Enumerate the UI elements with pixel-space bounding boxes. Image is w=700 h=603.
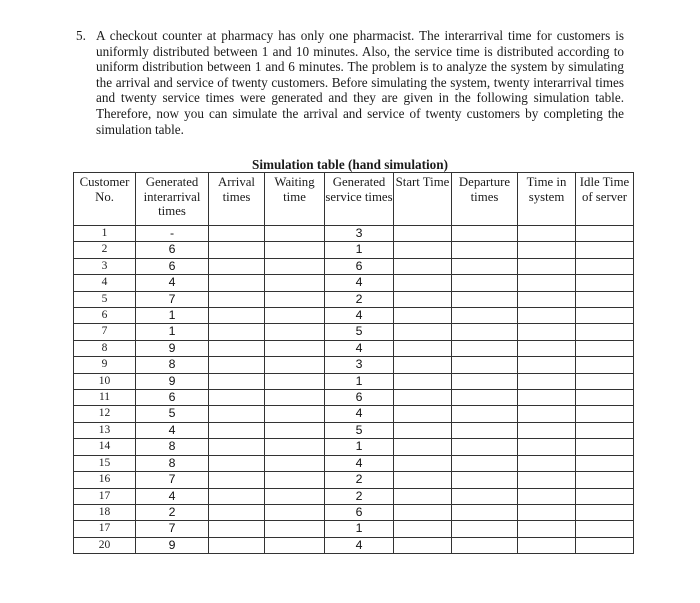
time-in-system-cell[interactable] bbox=[518, 537, 576, 553]
interarrival-time-cell: - bbox=[136, 226, 209, 242]
service-time-cell: 4 bbox=[325, 537, 394, 553]
header-generated-interarrival: Generated interarrival times bbox=[136, 173, 209, 226]
arrival-time-cell[interactable] bbox=[209, 472, 265, 488]
service-time-cell: 4 bbox=[325, 275, 394, 291]
customer-number-cell: 17 bbox=[74, 521, 136, 537]
customer-number-cell: 13 bbox=[74, 422, 136, 438]
waiting-time-cell[interactable] bbox=[265, 226, 325, 242]
service-time-cell: 4 bbox=[325, 455, 394, 471]
arrival-time-cell[interactable] bbox=[209, 308, 265, 324]
time-in-system-cell[interactable] bbox=[518, 258, 576, 274]
service-time-cell: 2 bbox=[325, 488, 394, 504]
table-row bbox=[74, 357, 634, 373]
table-row bbox=[74, 504, 634, 520]
customer-number-cell: 9 bbox=[74, 357, 136, 373]
departure-time-cell[interactable] bbox=[452, 504, 518, 520]
service-time-cell: 6 bbox=[325, 258, 394, 274]
service-time-cell: 5 bbox=[325, 324, 394, 340]
header-customer-no: Customer No. bbox=[74, 173, 136, 226]
table-row bbox=[74, 390, 634, 406]
arrival-time-cell[interactable] bbox=[209, 521, 265, 537]
idle-time-cell[interactable] bbox=[576, 324, 634, 340]
table-row bbox=[74, 406, 634, 422]
arrival-time-cell[interactable] bbox=[209, 275, 265, 291]
service-time-cell: 3 bbox=[325, 226, 394, 242]
departure-time-cell[interactable] bbox=[452, 340, 518, 356]
header-time-in-system: Time in system bbox=[518, 173, 576, 226]
service-time-cell: 4 bbox=[325, 406, 394, 422]
start-time-cell[interactable] bbox=[394, 291, 452, 307]
waiting-time-cell[interactable] bbox=[265, 472, 325, 488]
waiting-time-cell[interactable] bbox=[265, 291, 325, 307]
time-in-system-cell[interactable] bbox=[518, 242, 576, 258]
customer-number-cell: 1 bbox=[74, 226, 136, 242]
header-departure-times: Departure times bbox=[452, 173, 518, 226]
problem-number: 5. bbox=[76, 28, 86, 43]
problem-text: A checkout counter at pharmacy has only one pharmacist. The interarrival time for customers is uniformly distributed between 1 and 10 minutes. Also, the service time is distributed according to uniform distribution between 1 and 6 minutes. The problem is to analyze the system by simulating the arrival and service of twenty customers. Before simulating the system, twenty interarrival times and twenty service times were generated and they are given in the following simulation table. Therefore, now you can simulate the arrival and service of twenty customers by completing the simulation table. bbox=[96, 28, 624, 137]
customer-number-cell: 15 bbox=[74, 455, 136, 471]
arrival-time-cell[interactable] bbox=[209, 439, 265, 455]
start-time-cell[interactable] bbox=[394, 406, 452, 422]
departure-time-cell[interactable] bbox=[452, 422, 518, 438]
interarrival-time-cell: 7 bbox=[136, 521, 209, 537]
idle-time-cell[interactable] bbox=[576, 308, 634, 324]
service-time-cell: 4 bbox=[325, 308, 394, 324]
start-time-cell[interactable] bbox=[394, 422, 452, 438]
waiting-time-cell[interactable] bbox=[265, 537, 325, 553]
table-row bbox=[74, 521, 634, 537]
departure-time-cell[interactable] bbox=[452, 242, 518, 258]
service-time-cell: 2 bbox=[325, 291, 394, 307]
time-in-system-cell[interactable] bbox=[518, 422, 576, 438]
arrival-time-cell[interactable] bbox=[209, 422, 265, 438]
customer-number-cell: 10 bbox=[74, 373, 136, 389]
table-row bbox=[74, 291, 634, 307]
arrival-time-cell[interactable] bbox=[209, 340, 265, 356]
service-time-cell: 2 bbox=[325, 472, 394, 488]
table-row bbox=[74, 488, 634, 504]
service-time-cell: 1 bbox=[325, 521, 394, 537]
waiting-time-cell[interactable] bbox=[265, 390, 325, 406]
customer-number-cell: 4 bbox=[74, 275, 136, 291]
table-row bbox=[74, 324, 634, 340]
interarrival-time-cell: 7 bbox=[136, 291, 209, 307]
simulation-table bbox=[73, 172, 634, 554]
time-in-system-cell[interactable] bbox=[518, 226, 576, 242]
header-waiting-time: Waiting time bbox=[265, 173, 325, 226]
idle-time-cell[interactable] bbox=[576, 258, 634, 274]
arrival-time-cell[interactable] bbox=[209, 488, 265, 504]
waiting-time-cell[interactable] bbox=[265, 488, 325, 504]
interarrival-time-cell: 8 bbox=[136, 439, 209, 455]
waiting-time-cell[interactable] bbox=[265, 242, 325, 258]
idle-time-cell[interactable] bbox=[576, 439, 634, 455]
table-row bbox=[74, 439, 634, 455]
service-time-cell: 1 bbox=[325, 373, 394, 389]
arrival-time-cell[interactable] bbox=[209, 406, 265, 422]
departure-time-cell[interactable] bbox=[452, 406, 518, 422]
waiting-time-cell[interactable] bbox=[265, 521, 325, 537]
interarrival-time-cell: 2 bbox=[136, 504, 209, 520]
arrival-time-cell[interactable] bbox=[209, 242, 265, 258]
idle-time-cell[interactable] bbox=[576, 504, 634, 520]
idle-time-cell[interactable] bbox=[576, 521, 634, 537]
table-row bbox=[74, 472, 634, 488]
time-in-system-cell[interactable] bbox=[518, 406, 576, 422]
customer-number-cell: 8 bbox=[74, 340, 136, 356]
interarrival-time-cell: 1 bbox=[136, 324, 209, 340]
time-in-system-cell[interactable] bbox=[518, 308, 576, 324]
departure-time-cell[interactable] bbox=[452, 521, 518, 537]
table-row bbox=[74, 242, 634, 258]
service-time-cell: 6 bbox=[325, 504, 394, 520]
service-time-cell: 1 bbox=[325, 242, 394, 258]
arrival-time-cell[interactable] bbox=[209, 455, 265, 471]
table-row bbox=[74, 340, 634, 356]
start-time-cell[interactable] bbox=[394, 275, 452, 291]
start-time-cell[interactable] bbox=[394, 324, 452, 340]
customer-number-cell: 12 bbox=[74, 406, 136, 422]
waiting-time-cell[interactable] bbox=[265, 504, 325, 520]
arrival-time-cell[interactable] bbox=[209, 324, 265, 340]
interarrival-time-cell: 4 bbox=[136, 422, 209, 438]
idle-time-cell[interactable] bbox=[576, 422, 634, 438]
arrival-time-cell[interactable] bbox=[209, 357, 265, 373]
table-row bbox=[74, 308, 634, 324]
waiting-time-cell[interactable] bbox=[265, 308, 325, 324]
departure-time-cell[interactable] bbox=[452, 472, 518, 488]
idle-time-cell[interactable] bbox=[576, 275, 634, 291]
start-time-cell[interactable] bbox=[394, 226, 452, 242]
start-time-cell[interactable] bbox=[394, 472, 452, 488]
time-in-system-cell[interactable] bbox=[518, 390, 576, 406]
interarrival-time-cell: 8 bbox=[136, 455, 209, 471]
waiting-time-cell[interactable] bbox=[265, 324, 325, 340]
table-row bbox=[74, 422, 634, 438]
idle-time-cell[interactable] bbox=[576, 291, 634, 307]
service-time-cell: 5 bbox=[325, 422, 394, 438]
service-time-cell: 1 bbox=[325, 439, 394, 455]
start-time-cell[interactable] bbox=[394, 242, 452, 258]
departure-time-cell[interactable] bbox=[452, 275, 518, 291]
service-time-cell: 3 bbox=[325, 357, 394, 373]
interarrival-time-cell: 6 bbox=[136, 242, 209, 258]
time-in-system-cell[interactable] bbox=[518, 275, 576, 291]
header-arrival-times: Arrival times bbox=[209, 173, 265, 226]
start-time-cell[interactable] bbox=[394, 390, 452, 406]
table-body bbox=[74, 226, 634, 554]
idle-time-cell[interactable] bbox=[576, 357, 634, 373]
waiting-time-cell[interactable] bbox=[265, 357, 325, 373]
idle-time-cell[interactable] bbox=[576, 390, 634, 406]
idle-time-cell[interactable] bbox=[576, 488, 634, 504]
idle-time-cell[interactable] bbox=[576, 373, 634, 389]
start-time-cell[interactable] bbox=[394, 504, 452, 520]
time-in-system-cell[interactable] bbox=[518, 472, 576, 488]
table-row bbox=[74, 537, 634, 553]
start-time-cell[interactable] bbox=[394, 373, 452, 389]
waiting-time-cell[interactable] bbox=[265, 340, 325, 356]
interarrival-time-cell: 6 bbox=[136, 258, 209, 274]
service-time-cell: 4 bbox=[325, 340, 394, 356]
waiting-time-cell[interactable] bbox=[265, 275, 325, 291]
time-in-system-cell[interactable] bbox=[518, 340, 576, 356]
table-header-row bbox=[74, 173, 634, 226]
table-row bbox=[74, 258, 634, 274]
start-time-cell[interactable] bbox=[394, 455, 452, 471]
idle-time-cell[interactable] bbox=[576, 537, 634, 553]
header-generated-service: Generated service times bbox=[325, 173, 394, 226]
table-row bbox=[74, 226, 634, 242]
departure-time-cell[interactable] bbox=[452, 455, 518, 471]
service-time-cell: 6 bbox=[325, 390, 394, 406]
departure-time-cell[interactable] bbox=[452, 357, 518, 373]
time-in-system-cell[interactable] bbox=[518, 357, 576, 373]
idle-time-cell[interactable] bbox=[576, 455, 634, 471]
start-time-cell[interactable] bbox=[394, 488, 452, 504]
interarrival-time-cell: 8 bbox=[136, 357, 209, 373]
start-time-cell[interactable] bbox=[394, 439, 452, 455]
interarrival-time-cell: 1 bbox=[136, 308, 209, 324]
interarrival-time-cell: 5 bbox=[136, 406, 209, 422]
customer-number-cell: 11 bbox=[74, 390, 136, 406]
interarrival-time-cell: 4 bbox=[136, 488, 209, 504]
time-in-system-cell[interactable] bbox=[518, 521, 576, 537]
header-idle-time: Idle Time of server bbox=[576, 173, 634, 226]
time-in-system-cell[interactable] bbox=[518, 455, 576, 471]
time-in-system-cell[interactable] bbox=[518, 504, 576, 520]
departure-time-cell[interactable] bbox=[452, 308, 518, 324]
waiting-time-cell[interactable] bbox=[265, 373, 325, 389]
departure-time-cell[interactable] bbox=[452, 390, 518, 406]
interarrival-time-cell: 9 bbox=[136, 537, 209, 553]
customer-number-cell: 18 bbox=[74, 504, 136, 520]
customer-number-cell: 20 bbox=[74, 537, 136, 553]
header-start-time: Start Time bbox=[394, 173, 452, 226]
customer-number-cell: 14 bbox=[74, 439, 136, 455]
departure-time-cell[interactable] bbox=[452, 324, 518, 340]
table-row bbox=[74, 275, 634, 291]
arrival-time-cell[interactable] bbox=[209, 504, 265, 520]
interarrival-time-cell: 9 bbox=[136, 373, 209, 389]
customer-number-cell: 2 bbox=[74, 242, 136, 258]
time-in-system-cell[interactable] bbox=[518, 291, 576, 307]
interarrival-time-cell: 6 bbox=[136, 390, 209, 406]
waiting-time-cell[interactable] bbox=[265, 406, 325, 422]
arrival-time-cell[interactable] bbox=[209, 291, 265, 307]
waiting-time-cell[interactable] bbox=[265, 258, 325, 274]
table-row bbox=[74, 455, 634, 471]
interarrival-time-cell: 4 bbox=[136, 275, 209, 291]
arrival-time-cell[interactable] bbox=[209, 226, 265, 242]
departure-time-cell[interactable] bbox=[452, 439, 518, 455]
time-in-system-cell[interactable] bbox=[518, 488, 576, 504]
departure-time-cell[interactable] bbox=[452, 537, 518, 553]
problem-statement bbox=[76, 28, 624, 137]
customer-number-cell: 5 bbox=[74, 291, 136, 307]
customer-number-cell: 3 bbox=[74, 258, 136, 274]
customer-number-cell: 16 bbox=[74, 472, 136, 488]
idle-time-cell[interactable] bbox=[576, 406, 634, 422]
arrival-time-cell[interactable] bbox=[209, 258, 265, 274]
table-caption: Simulation table (hand simulation) bbox=[251, 157, 449, 172]
start-time-cell[interactable] bbox=[394, 308, 452, 324]
interarrival-time-cell: 7 bbox=[136, 472, 209, 488]
departure-time-cell[interactable] bbox=[452, 226, 518, 242]
start-time-cell[interactable] bbox=[394, 258, 452, 274]
time-in-system-cell[interactable] bbox=[518, 324, 576, 340]
departure-time-cell[interactable] bbox=[452, 258, 518, 274]
departure-time-cell[interactable] bbox=[452, 488, 518, 504]
start-time-cell[interactable] bbox=[394, 340, 452, 356]
waiting-time-cell[interactable] bbox=[265, 439, 325, 455]
table-row bbox=[74, 373, 634, 389]
departure-time-cell[interactable] bbox=[452, 373, 518, 389]
interarrival-time-cell: 9 bbox=[136, 340, 209, 356]
time-in-system-cell[interactable] bbox=[518, 373, 576, 389]
waiting-time-cell[interactable] bbox=[265, 455, 325, 471]
start-time-cell[interactable] bbox=[394, 521, 452, 537]
departure-time-cell[interactable] bbox=[452, 291, 518, 307]
idle-time-cell[interactable] bbox=[576, 340, 634, 356]
start-time-cell[interactable] bbox=[394, 537, 452, 553]
time-in-system-cell[interactable] bbox=[518, 439, 576, 455]
customer-number-cell: 17 bbox=[74, 488, 136, 504]
arrival-time-cell[interactable] bbox=[209, 390, 265, 406]
idle-time-cell[interactable] bbox=[576, 226, 634, 242]
waiting-time-cell[interactable] bbox=[265, 422, 325, 438]
customer-number-cell: 6 bbox=[74, 308, 136, 324]
arrival-time-cell[interactable] bbox=[209, 373, 265, 389]
idle-time-cell[interactable] bbox=[576, 242, 634, 258]
arrival-time-cell[interactable] bbox=[209, 537, 265, 553]
start-time-cell[interactable] bbox=[394, 357, 452, 373]
idle-time-cell[interactable] bbox=[576, 472, 634, 488]
customer-number-cell: 7 bbox=[74, 324, 136, 340]
